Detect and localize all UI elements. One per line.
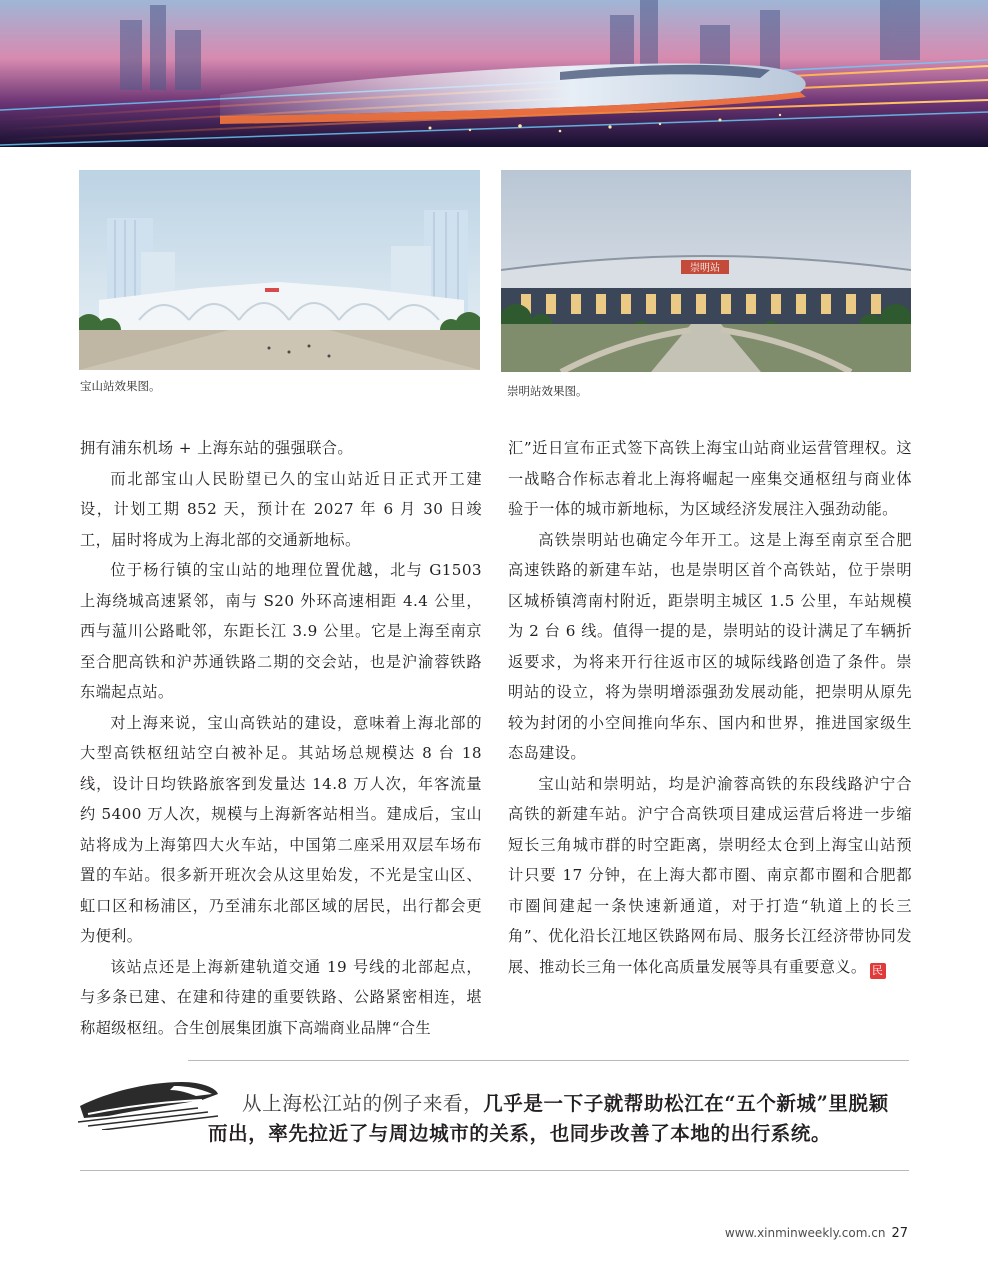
article-column-left bbox=[80, 433, 482, 1043]
paragraph bbox=[508, 769, 912, 983]
paragraph: 高铁崇明站也确定今年开工。这是上海至南京至合肥高速铁路的新建车站，也是崇明区首个高铁站，位于崇明区城桥镇湾南村附近，距崇明主城区 1.5 公里，车站规模为 2 台 6 线。值得一提的是，崇明站的设计满足了车辆折返要求，为将来开行往返市区的城际线路创造了条件。崇明站的设立，将为崇明增添强劲发展动能，把崇明从原先较为封闭的小空间推向华东、国内和世界，推进国家级生态岛建设。 bbox=[508, 530, 912, 762]
article-end-mark: 民 bbox=[870, 963, 886, 979]
pull-quote-bottom-rule bbox=[80, 1170, 909, 1171]
baoshan-station-rendering bbox=[79, 170, 480, 370]
paragraph: 对上海来说，宝山高铁站的建设，意味着上海北部的大型高铁枢纽站空白被补足。其站场总规模达 8 台 18 线，设计日均铁路旅客到发量达 14.8 万人次，年客流量约 5400 万人次，规模与上海新客站相当。建成后，宝山站将成为上海第四大火车站，中国第二座采用双层车场布置的车站。很多新开班次会从这里始发，不光是宝山区、虹口区和杨浦区，乃至浦东北部区域的居民，出行都会更为便利。 bbox=[80, 713, 482, 945]
photo-caption-chongming: 崇明站效果图。 bbox=[507, 384, 588, 398]
article-column-right bbox=[508, 433, 912, 982]
paragraph: 而北部宝山人民盼望已久的宝山站近日正式开工建设，计划工期 852 天，预计在 2027 年 6 月 30 日竣工，届时将成为上海北部的交通新地标。 bbox=[80, 469, 482, 549]
high-speed-train-icon bbox=[78, 1062, 220, 1130]
chongming-station-rendering bbox=[501, 170, 911, 372]
pull-quote-lead: 从上海松江站的例子来看， bbox=[242, 1092, 484, 1115]
paragraph: 该站点还是上海新建轨道交通 19 号线的北部起点，与多条已建、在建和待建的重要铁路、公路紧密相连，堪称超级枢纽。合生创展集团旗下高端商业品牌“合生 bbox=[80, 957, 482, 1037]
pull-quote bbox=[208, 1089, 908, 1149]
header-banner-image bbox=[0, 0, 988, 147]
paragraph: 位于杨行镇的宝山站的地理位置优越，北与 G1503 上海绕城高速紧邻，南与 S20 外环高速相距 4.4 公里，西与蕰川公路毗邻，东距长江 3.9 公里。它是上海至南京至合肥高铁和沪苏通铁路二期的交会站，也是沪渝蓉铁路东端起点站。 bbox=[80, 561, 482, 701]
pull-quote-emphasis: 几乎是一下子就帮助松江在“五个新城”里脱颖而出，率先拉近了与周边城市的关系，也同步改善了本地的出行系统。 bbox=[208, 1092, 889, 1145]
photo-caption-baoshan: 宝山站效果图。 bbox=[80, 379, 161, 393]
page-footer bbox=[725, 1226, 908, 1241]
page-number: 27 bbox=[891, 1226, 908, 1241]
station-sign: 崇明站 bbox=[690, 263, 720, 274]
paragraph: 汇”近日宣布正式签下高铁上海宝山站商业运营管理权。这一战略合作标志着北上海将崛起一座集交通枢纽与商业体验于一体的城市新地标，为区域经济发展注入强劲动能。 bbox=[508, 439, 912, 518]
website-url: www.xinminweekly.com.cn bbox=[724, 1226, 886, 1240]
paragraph-text: 宝山站和崇明站，均是沪渝蓉高铁的东段线路沪宁合高铁的新建车站。沪宁合高铁项目建成运营后将进一步缩短长三角城市群的时空距离，崇明经太仓到上海宝山站预计只要 17 分钟，在上海大都市圈、南京都市圈和合肥都市圈间建起一条快速新通道，对于打造“轨道上的长三角”、优化沿长江地区铁路网布局、服务长江经济带协同发展、推动长三角一体化高质量发展等具有重要意义。 bbox=[508, 774, 912, 976]
pull-quote-top-rule bbox=[188, 1060, 909, 1061]
paragraph: 拥有浦东机场 + 上海东站的强强联合。 bbox=[80, 439, 353, 457]
